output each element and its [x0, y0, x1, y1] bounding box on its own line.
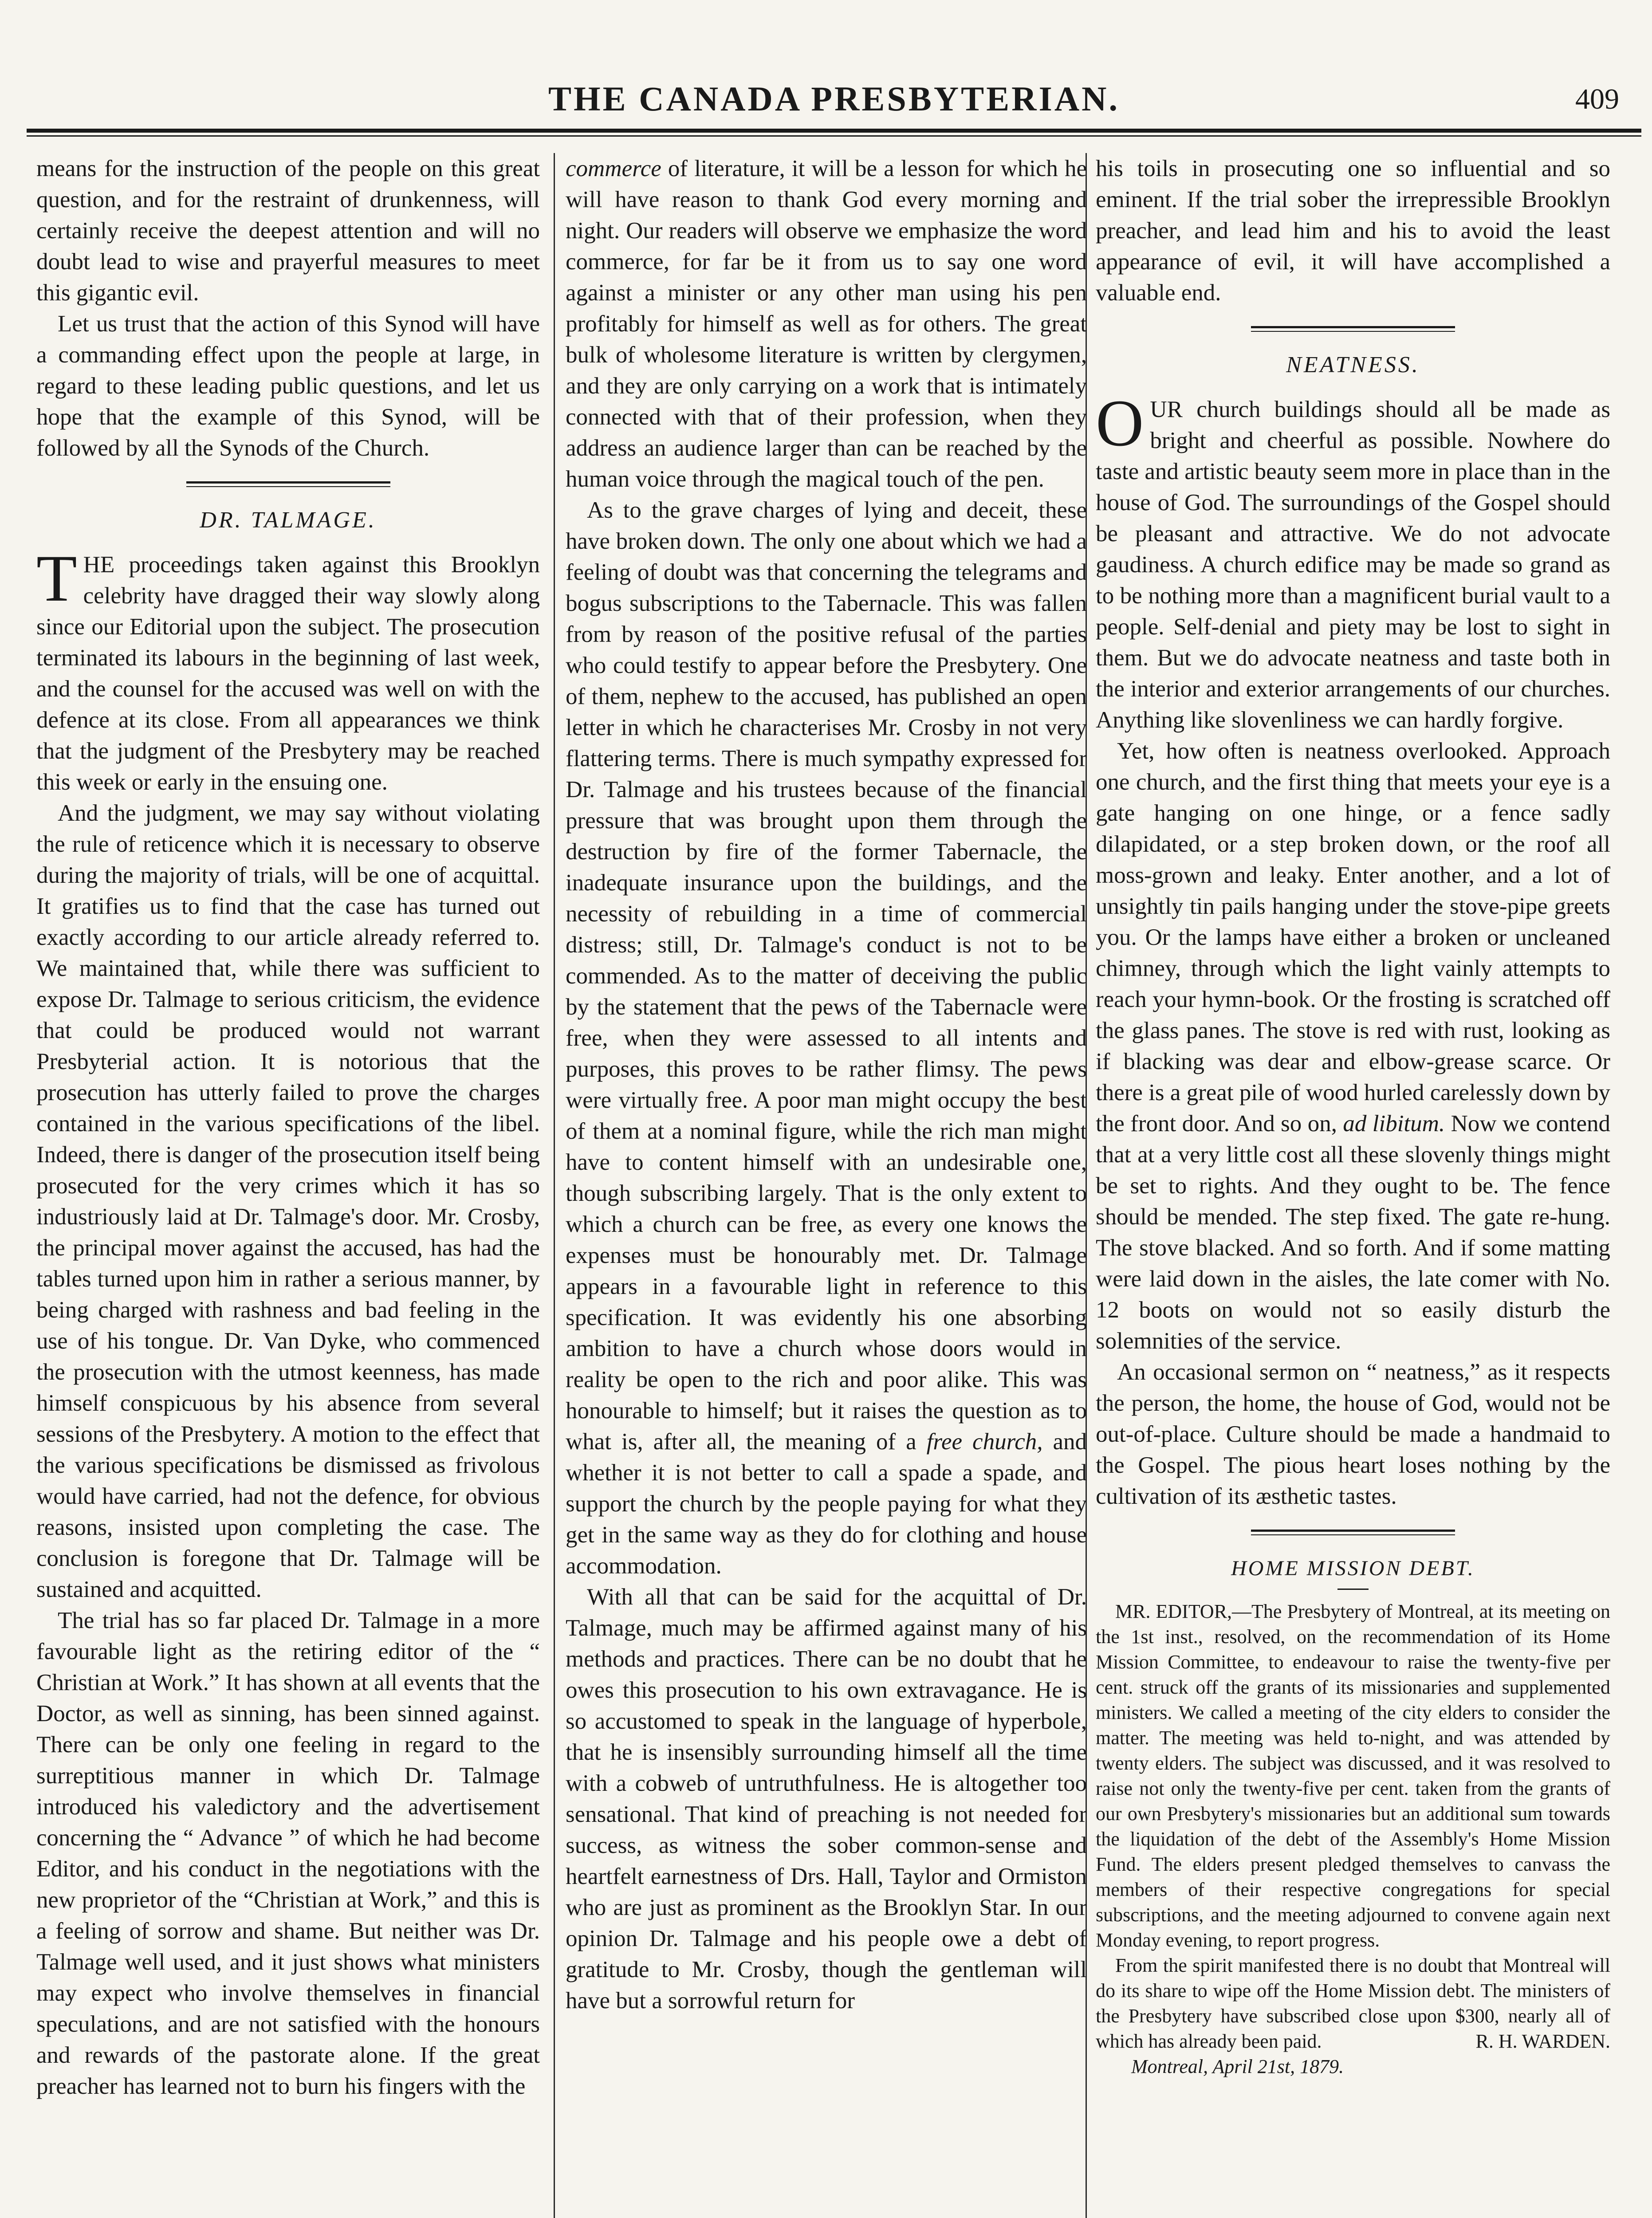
paragraph: his toils in prosecuting one so influential and so eminent. If the trial sober the irrepressible Brooklyn preacher, and lead him and his to avoid the least appearance of evil, it will have accomplished a valuable end. [1096, 156, 1610, 306]
column-2 [566, 153, 1087, 2218]
emphasis: free church, [926, 1429, 1043, 1455]
paragraph-text: of literature, it will be a lesson for which he will have reason to thank God every morning and night. Our readers will observe we emphasize the word commerce, for far be it from us to say one word against a minister or any other man using his pen profitably for himself as well as for others. The great bulk of wholesome literature is written by clergymen, and they are only carrying on a work that is intimately connected with that of their profession, when they address an audience larger than can be reached by the human voice through the magical touch of the pen. [566, 156, 1087, 492]
section-separator [186, 481, 390, 487]
drop-cap: T [36, 542, 77, 615]
section-separator [1251, 1530, 1455, 1535]
paragraph: An occasional sermon on “ neatness,” as it respects the person, the home, the house of God, would not be out-of-place. Culture should be made a handmaid to the Gospel. The pious heart loses nothing by the cultivation of its æsthetic tastes. [1096, 1359, 1610, 1509]
article-heading-neatness: NEATNESS. [1286, 352, 1420, 378]
paragraph [36, 542, 540, 798]
emphasis: ad libitum. [1343, 1111, 1445, 1137]
page-number: 409 [1575, 83, 1619, 115]
column-divider [554, 153, 555, 2218]
paragraph-text: Yet, how often is neatness overlooked. Approach one church, and the first thing that meets your eye is a gate hanging on one hinge, or a fence sadly dilapidated, or a step broken down, or the roof all moss-grown and leaky. Enter another, and a lot of unsightly tin pails hanging under the stove-pipe greets you. Or the lamps have either a broken or uncleaned chimney, through which the light vainly attempts to reach your hymn-book. Or the frosting is scratched off the glass panes. The stove is red with rust, looking as if blacking was dear and elbow-grease scarce. Or there is a great pile of wood hurled carelessly down by the front door. And so on, [1096, 738, 1610, 1137]
paragraph [566, 153, 1087, 495]
paragraph-text: and whether it is not better to call a spade a spade, and support the church by the people paying for what they get in the same way as they do for clothing and house accommodation. [566, 1429, 1087, 1579]
header-rule-thin [27, 135, 1641, 137]
column-1 [36, 153, 540, 2218]
paragraph-text: From the spirit manifested there is no doubt that Montreal will do its share to wipe off the Home Mission debt. The ministers of the Presbytery have subscribed close upon $300, nearly all of which has already been paid. [1096, 1955, 1610, 2052]
paragraph [1096, 735, 1610, 1357]
paragraph: The trial has so far placed Dr. Talmage in a more favourable light as the retiring editor of the “ Christian at Work.” It has shown at all events that the Doctor, as well as sinning, has been sinned against. There can be only one feeling in regard to the surreptitious manner in which Dr. Talmage introduced his valedictory and the advertisement concerning the “ Advance ” of which he had become Editor, and his conduct in the negotiations with the new proprietor of the “Christian at Work,” and this is a feeling of sorrow and shame. But neither was Dr. Talmage well used, and it just shows what ministers may expect who involve themselves in financial speculations, and are not satisfied with the honours and rewards of the pastorate alone. If the great preacher has learned not to burn his fingers with the [36, 1608, 540, 2099]
paragraph-text: As to the grave charges of lying and deceit, these have broken down. The only one about which we had a feeling of doubt was that concerning the telegrams and bogus subscriptions to the Tabernacle. This was fallen from by reason of the positive refusal of the parties who could testify to appear before the Presbytery. One of them, nephew to the accused, has published an open letter in which he characterises Mr. Crosby in not very flattering terms. There is much sympathy expressed for Dr. Talmage and his trustees because of the financial pressure that was brought upon them through the destruction by fire of the former Tabernacle, the inadequate insurance upon the buildings, and the necessity of rebuilding in a time of commercial distress; still, Dr. Talmage's conduct is not to be commended. As to the matter of deceiving the public by the statement that the pews of the Tabernacle were free, when they were assessed to all intents and purposes, this proves to be rather flimsy. The pews were virtually free. A poor man might occupy the best of them at a nominal figure, while the rich man might have to content himself with an undesirable one, though subscribing largely. That is the only extent to which a church can be free, as every one knows the expenses must be honourably met. Dr. Talmage appears in a favourable light in reference to this specification. It was evidently his one absorbing ambition to have a church whose doors would in reality be open to the rich and poor alike. This was honourable to himself; but it raises the question as to what is, after all, the meaning of a [566, 497, 1087, 1455]
paragraph [566, 495, 1087, 1581]
signature: R. H. WARDEN. [1475, 2030, 1610, 2052]
column-3 [1096, 153, 1610, 2218]
emphasis: commerce [566, 156, 661, 181]
paragraph: means for the instruction of the people on this great question, and for the restraint of drunkenness, will certainly receive the deepest attention and will no doubt lead to wise and prayerful measures to meet this gigantic evil. [36, 156, 540, 306]
short-rule [1337, 1589, 1369, 1590]
article-heading-home-mission-debt: HOME MISSION DEBT. [1231, 1557, 1475, 1580]
paragraph: With all that can be said for the acquittal of Dr. Talmage, much may be affirmed against many of his methods and practices. There can be no doubt that he owes this prosecution to his own extravagance. He is so accustomed to speak in the language of hyperbole, that he is insensibly surrounding himself all the time with a cobweb of untruthfulness. He is altogether too sensational. That kind of preaching is not needed for success, as witness the sober common-sense and heartfelt earnestness of Drs. Hall, Taylor and Ormiston who are just as prominent as the Brooklyn Star. In our opinion Dr. Talmage and his people owe a debt of gratitude to Mr. Crosby, though the gentleman will have but a sorrowful return for [566, 1584, 1087, 2014]
paragraph-text: Now we contend that at a very little cost all these slovenly things might be set to rights. And they ought to be. The fence should be mended. The step fixed. The gate re-hung. The stove blacked. And so forth. And if some matting were laid down in the aisles, the late comer with No. 12 boots on would not so easily disturb the solemnities of the service. [1096, 1111, 1610, 1354]
letter-paragraph: MR. EDITOR,—The Presbytery of Montreal, at its meeting on the 1st inst., resolved, on the recommendation of its Home Mission Committee, to endeavour to raise the twenty-five per cent. struck off the grants of its missionaries and supplemented ministers. We called a meeting of the city elders to consider the matter. The meeting was held to-night, and was attended by twenty elders. The subject was discussed, and it was resolved to raise not only the twenty-five per cent. taken from the grants of our own Presbytery's missionaries but an additional sum towards the liquidation of the debt of the Assembly's Home Mission Fund. The elders present pledged themselves to canvass the members of their respective congregations for special subscriptions, and the meeting adjourned to convene again next Monday evening, to report progress. [1096, 1601, 1610, 1951]
letter-paragraph [1096, 1953, 1610, 2054]
newspaper-title: THE CANADA PRESBYTERIAN. [548, 79, 1120, 118]
letter [1096, 1599, 1610, 2079]
header-rule [27, 129, 1641, 133]
section-separator [1251, 326, 1455, 332]
dateline: Montreal, April 21st, 1879. [1131, 2056, 1344, 2077]
paragraph-text: UR church buildings should all be made as bright and cheerful as possible. Nowhere do taste and artistic beauty seem more in place than in the house of God. The surroundings of the Gospel should be pleasant and attractive. We do not advocate gaudiness. A church edifice may be made so grand as to be nothing more than a magnificent burial vault to a people. Self-denial and piety may be lost to sight in them. But we do advocate neatness and taste both in the interior and exterior arrangements of our churches. Anything like slovenliness we can hardly forgive. [1096, 397, 1610, 733]
paragraph-text: HE proceedings taken against this Brooklyn celebrity have dragged their way slowly along since our Editorial upon the subject. The prosecution terminated its labours in the beginning of last week, and the counsel for the accused was well on with the defence at its close. From all appearances we think that the judgment of the Presbytery may be reached this week or early in the ensuing one. [36, 552, 540, 795]
article-heading-talmage: DR. TALMAGE. [200, 507, 377, 533]
paragraph: And the judgment, we may say without violating the rule of reticence which it is necessary to observe during the majority of trials, will be one of acquittal. It gratifies us to find that the case has turned out exactly according to our article already referred to. We maintained that, while there was sufficient to expose Dr. Talmage to serious criticism, the evidence that could be produced would not warrant Presbyterial action. It is notorious that the prosecution has utterly failed to prove the charges contained in the various specifications of the libel. Indeed, there is danger of the prosecution itself being prosecuted for the very crimes which it has so industriously laid at Dr. Talmage's door. Mr. Crosby, the principal mover against the accused, has had the tables turned upon him in rather a serious manner, by being charged with rashness and bad feeling in the use of his tongue. Dr. Van Dyke, who commenced the prosecution with the utmost keenness, has made himself conspicuous by his absence from several sessions of the Presbytery. A motion to the effect that the various specifications be dismissed as frivolous would have carried, had not the defence, for obvious reasons, insisted upon completing the case. The conclusion is foregone that Dr. Talmage will be sustained and acquitted. [36, 800, 540, 1602]
page-header [35, 75, 1632, 124]
paragraph: Let us trust that the action of this Synod will have a commanding effect upon the people at large, in regard to these leading public questions, and let us hope that the example of this Synod, will be followed by all the Synods of the Church. [36, 311, 540, 461]
paragraph [1096, 386, 1610, 735]
drop-cap: O [1096, 386, 1144, 460]
